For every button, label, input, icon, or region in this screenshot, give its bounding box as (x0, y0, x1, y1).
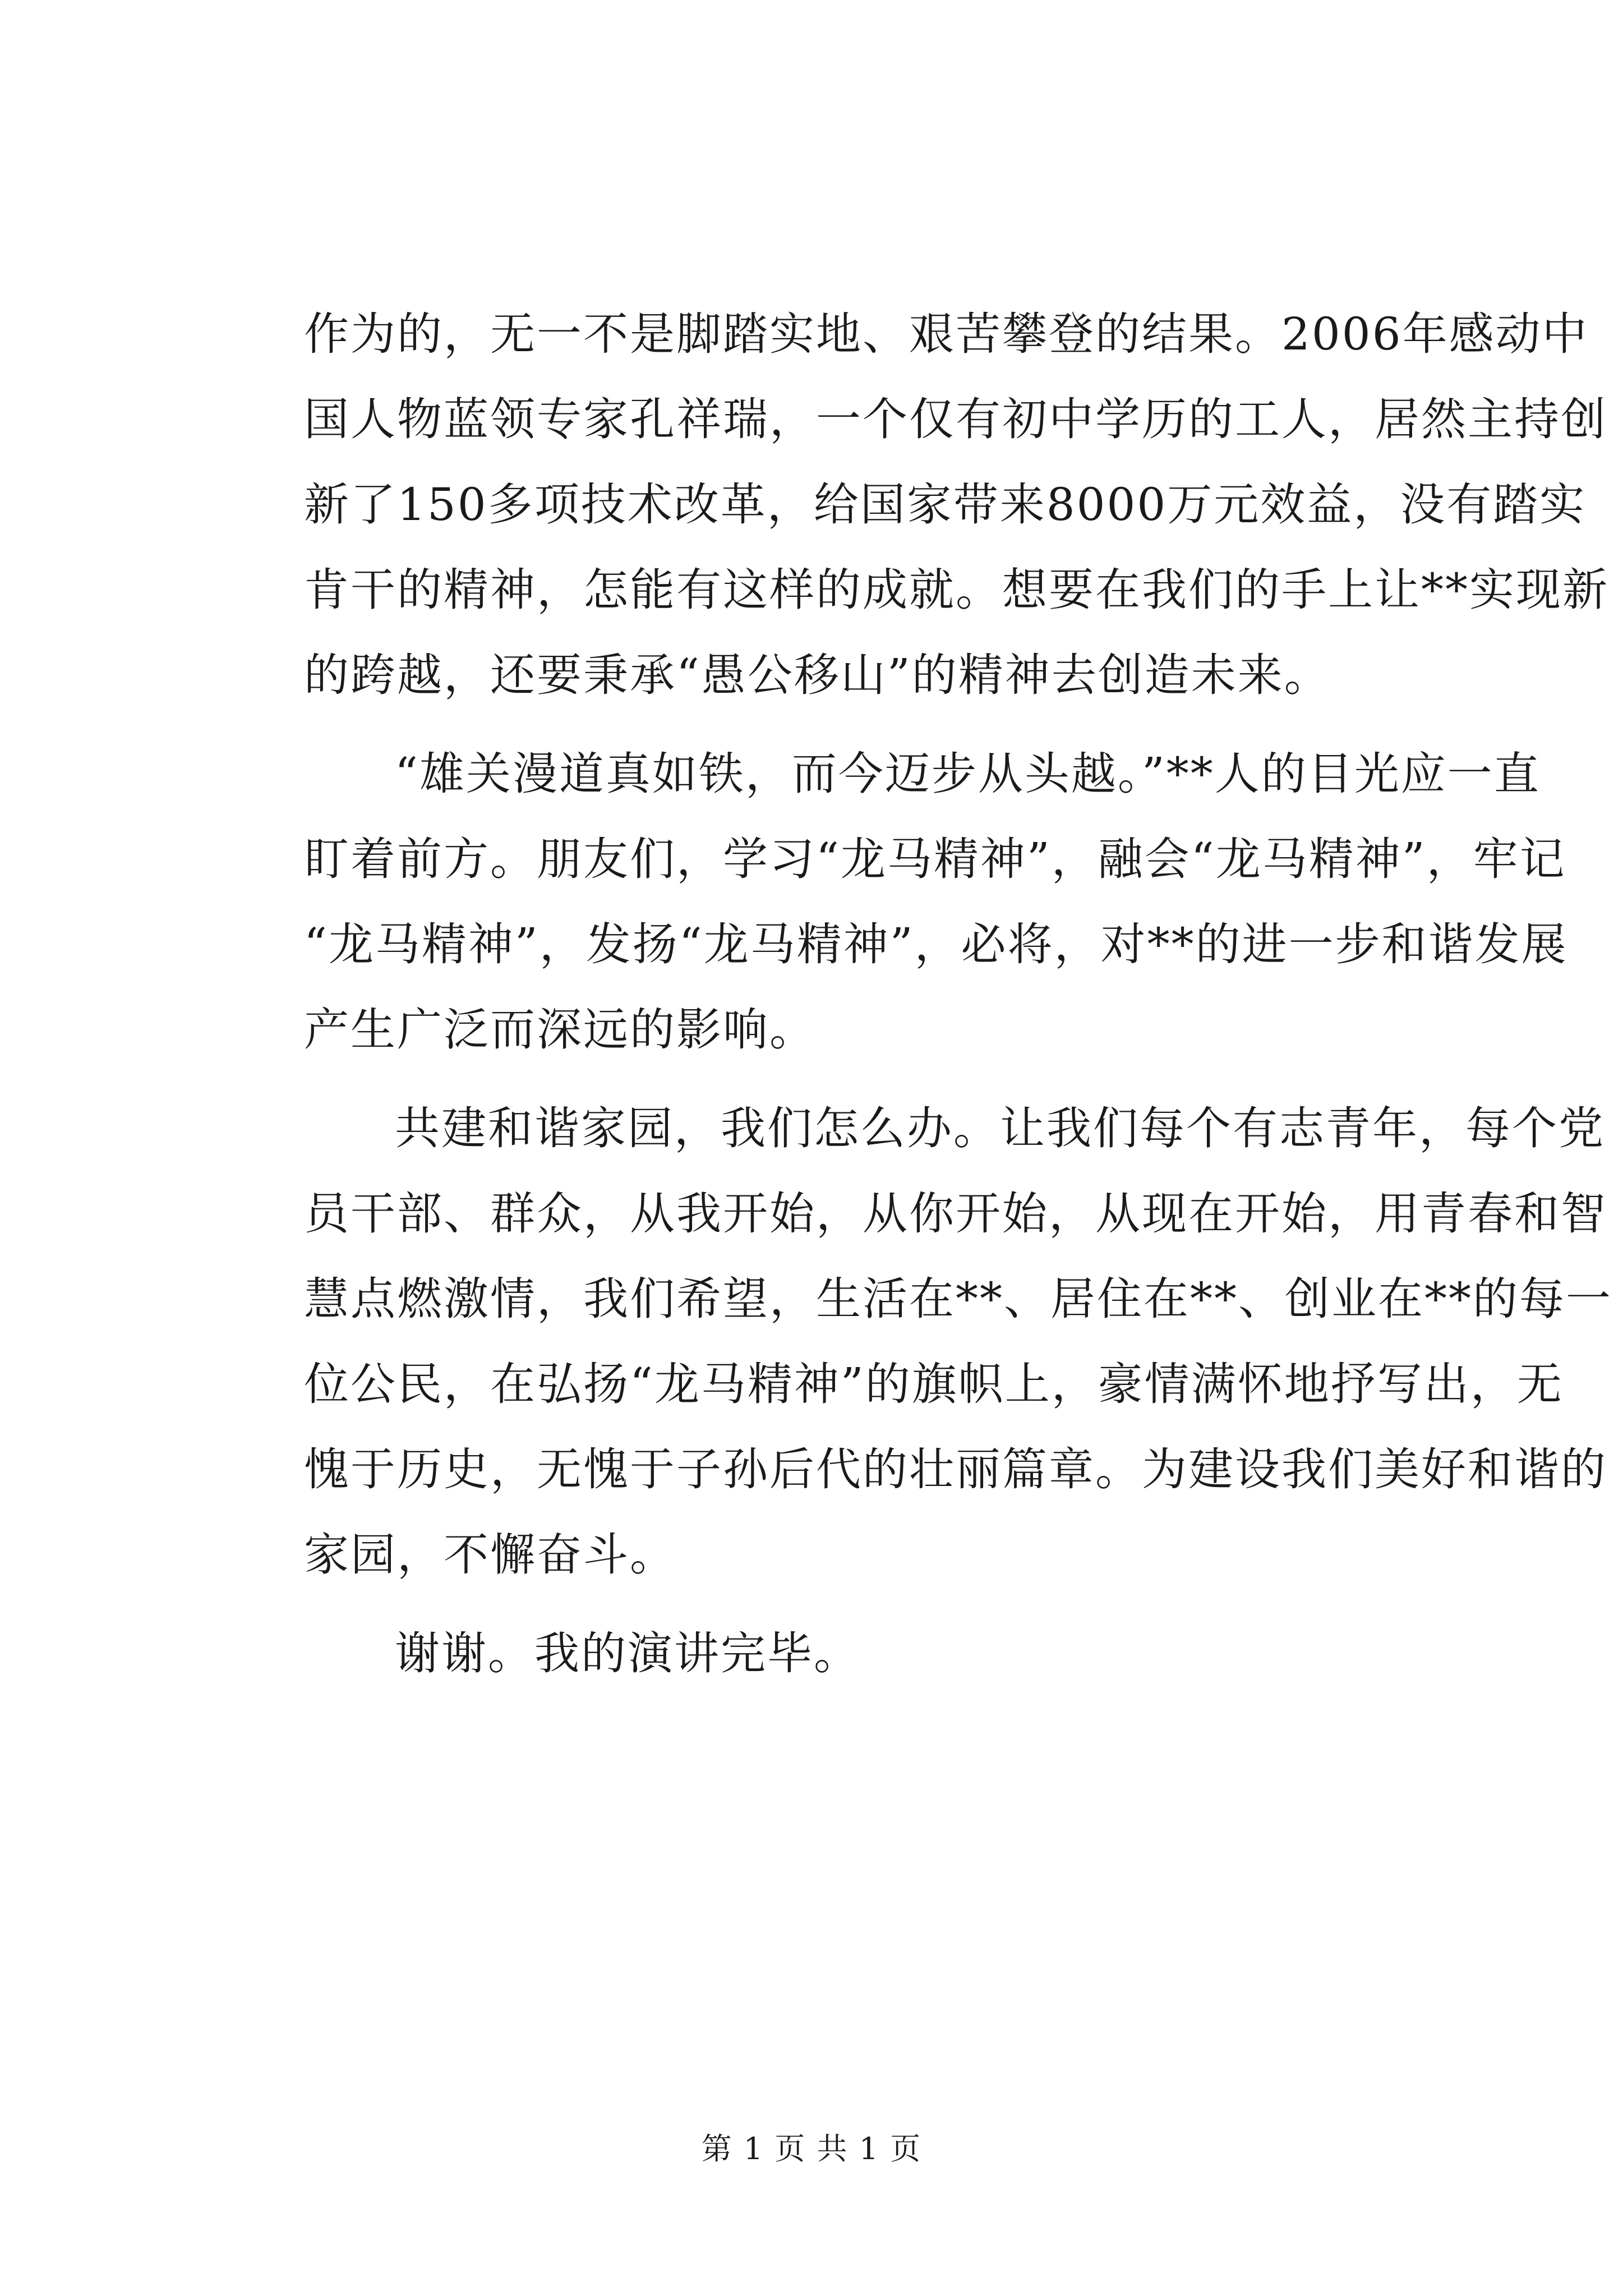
paragraph-line: “雄关漫道真如铁，而今迈步从头越。”**人的目光应一直 (395, 748, 1541, 800)
paragraph-line: 产生广泛而深远的影响。 (304, 1004, 816, 1056)
paragraph-line: 位公民，在弘扬“龙马精神”的旗帜上，豪情满怀地抒写出，无 (304, 1358, 1564, 1410)
paragraph-line: 谢谢。我的演讲完毕。 (395, 1627, 860, 1680)
paragraph-3 (304, 1086, 1612, 1598)
paragraph-line: 国人物蓝领专家孔祥瑞，一个仅有初中学历的工人，居然主持创 (304, 393, 1607, 445)
page-number-footer: 第 1 页 共 1 页 (701, 2131, 922, 2166)
paragraph-line: 盯着前方。朋友们，学习“龙马精神”，融会“龙马精神”，牢记 (304, 833, 1566, 885)
paragraph-2 (304, 731, 1568, 1073)
document-body (304, 292, 1612, 1696)
paragraph-line: 慧点燃激情，我们希望，生活在**、居住在**、创业在**的每一 (304, 1273, 1612, 1325)
paragraph-line: 新了150多项技术改革，给国家带来8000万元效益，没有踏实 (304, 478, 1587, 531)
paragraph-line: 愧于历史，无愧于子孙后代的壮丽篇章。为建设我们美好和谐的 (304, 1443, 1607, 1496)
paragraph-line: 肯干的精神，怎能有这样的成就。想要在我们的手上让**实现新 (304, 564, 1609, 616)
paragraph-4 (304, 1611, 1421, 1696)
paragraph-line: 共建和谐家园，我们怎么办。让我们每个有志青年，每个党 (395, 1102, 1605, 1154)
paragraph-line: 作为的，无一不是脚踏实地、艰苦攀登的结果。2006年感动中 (304, 308, 1589, 360)
paragraph-line: 员干部、群众，从我开始，从你开始，从现在开始，用青春和智 (304, 1188, 1607, 1240)
paragraph-line: 的跨越，还要秉承“愚公移山”的精神去创造未来。 (304, 649, 1331, 701)
paragraph-1 (304, 292, 1609, 718)
paragraph-line: “龙马精神”，发扬“龙马精神”，必将，对**的进一步和谐发展 (304, 918, 1568, 970)
paragraph-line: 家园，不懈奋斗。 (304, 1529, 676, 1581)
